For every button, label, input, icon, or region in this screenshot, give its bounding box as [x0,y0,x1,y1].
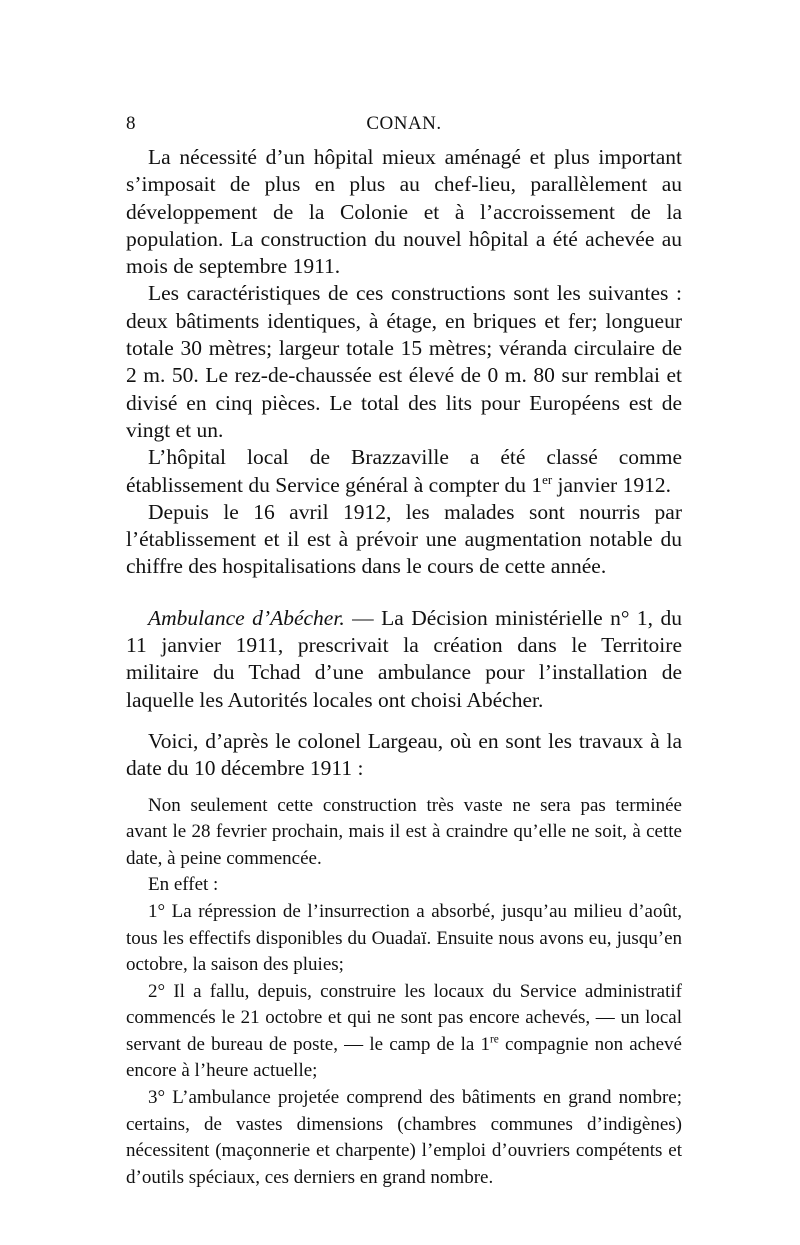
paragraph-intro-quote: Voici, d’après le colonel Largeau, où en sont les travaux à la date du 10 décembre 1911 : [126,728,682,781]
paragraph-hospital-need: La nécessité d’un hôpital mieux aménagé et plus important s’imposait de plus en plus au chef-lieu, parallèlement au développement de la Colonie et à l’accroissement de la population. La construction du nouvel hôpital a été achevée au mois de septembre 1911. [126,145,682,279]
paragraph-characteristics: Les caractéristiques de ces constructions sont les suivantes : deux bâtiments identiques, à étage, en briques et fer; longueur totale 30 mètres; largeur totale 15 mètres; véranda circulaire de 2 m. 50. Le rez-de-chaussée est élevé de 0 m. 80 sur remblai et divisé en cinq pièces. Le total des lits pour Européens est de vingt et un. [126,281,682,442]
quote-paragraph-5: 3° L’ambulance projetée comprend des bâtiments en grand nombre; certains, de vastes dimensions (chambres communes d’indigènes) nécessitent (maçonnerie et charpente) l’emploi d’ouvriers compétents et d’outils spéciaux, ces derniers en grand nombre. [126,1087,682,1188]
paragraph-classification-text: L’hôpital local de Brazzaville a été classé comme établissement du Service général à compter du [126,445,682,497]
quoted-report [126,793,682,1192]
section-heading: Ambulance d’Abécher. [148,605,345,630]
section-text: — La Décision ministérielle n° 1, du 11 janvier 1911, prescrivait la création dans le Territoire militaire du Tchad d’une ambulance pour l’installation de laquelle les Autorités locales ont choisi Abécher. [126,605,683,712]
quote-paragraph-4-end: compagnie non achevé encore à l’heure actuelle; [126,1033,682,1082]
quote-paragraph-4 [126,979,682,1085]
quote-paragraph-2: En effet : [148,874,219,896]
quote-paragraph-1: Non seulement cette construction très vaste ne sera pas terminée avant le 28 fevrier prochain, mais il est à craindre qu’elle ne soit, à cette date, à peine commencée. [126,794,682,869]
date-day: 1 [531,472,543,497]
quote-paragraph-4-start: 2° Il a fallu, depuis, construire les locaux du Service administratif commencés le 21 octobre et qui ne sont pas encore achevés, — un local servant de bureau de poste, — le camp de la 1 [126,980,682,1055]
paragraph-classification [126,444,682,499]
paragraph-feeding: Depuis le 16 avril 1912, les malades sont nourris par l’établissement et il est à prévoir une augmentation notable du chiffre des hospitalisations dans le cours de cette année. [126,499,682,579]
page-number: 8 [126,113,136,134]
ordinal-superscript: er [542,472,553,487]
date-tail: janvier 1912. [552,472,671,497]
quote-paragraph-3: 1° La répression de l’insurrection a absorbé, jusqu’au milieu d’août, tous les effectifs disponibles du Ouadaï. Ensuite nous avons eu, jusqu’en octobre, la saison des pluies; [126,900,682,976]
running-head: CONAN. [366,113,442,134]
ordinal-superscript-re: re [490,1033,499,1046]
paragraph-ambulance [126,605,682,714]
body-text [126,144,682,1191]
